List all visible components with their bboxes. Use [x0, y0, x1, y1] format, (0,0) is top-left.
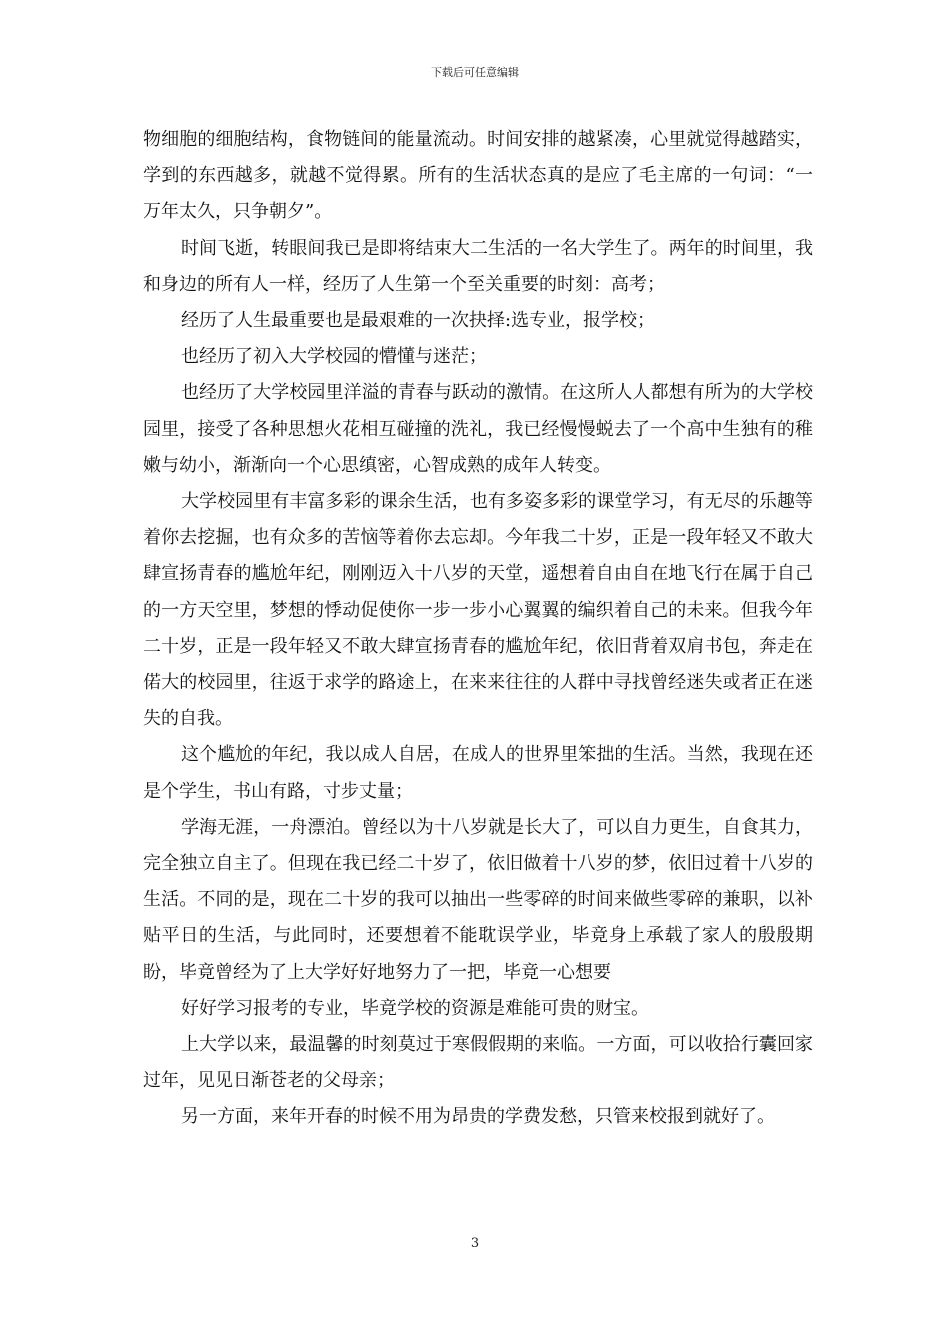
paragraph: 大学校园里有丰富多彩的课余生活，也有多姿多彩的课堂学习，有无尽的乐趣等着你去挖掘，也有众多的苦恼等着你去忘却。今年我二十岁，正是一段年轻又不敢大肆宣扬青春的尴尬年纪，刚刚迈入十八岁的天堂，遥想着自由自在地飞行在属于自己的一方天空里，梦想的悸动促使你一步一步小心翼翼的编织着自己的未来。但我今年二十岁，正是一段年轻又不敢大肆宣扬青春的尴尬年纪，依旧背着双肩书包，奔走在偌大的校园里，往返于求学的路途上，在来来往往的人群中寻找曾经迷失或者正在迷失的自我。 [143, 491, 813, 730]
paragraph: 另一方面，来年开春的时候不用为昂贵的学费发愁，只管来校报到就好了。 [181, 1106, 775, 1128]
paragraph: 上大学以来，最温馨的时刻莫过于寒假假期的来临。一方面，可以收拾行囊回家过年，见见日渐苍老的父母亲； [143, 1034, 813, 1092]
paragraph: 学海无涯，一舟漂泊。曾经以为十八岁就是长大了，可以自力更生，自食其力，完全独立自主了。但现在我已经二十岁了，依旧做着十八岁的梦，依旧过着十八岁的生活。不同的是，现在二十岁的我可以抽出一些零碎的时间来做些零碎的兼职，以补贴平日的生活，与此同时，还要想着不能耽误学业，毕竟身上承载了家人的殷殷期盼，毕竟曾经为了上大学好好地努力了一把，毕竟一心想要 [143, 816, 813, 983]
paragraph: 也经历了大学校园里洋溢的青春与跃动的激情。在这所人人都想有所为的大学校园里，接受了各种思想火花相互碰撞的洗礼，我已经慢慢蜕去了一个高中生独有的稚嫩与幼小，渐渐向一个心思缜密，心智成熟的成年人转变。 [143, 382, 813, 476]
paragraph: 这个尴尬的年纪，我以成人自居，在成人的世界里笨拙的生活。当然，我现在还是个学生，书山有路，寸步丈量； [143, 744, 813, 802]
paragraph: 也经历了初入大学校园的懵懂与迷茫； [181, 346, 487, 368]
paragraph: 好好学习报考的专业，毕竟学校的资源是难能可贵的财宝。 [181, 997, 649, 1019]
body-text [143, 122, 813, 1136]
paragraph: 时间飞逝，转眼间我已是即将结束大二生活的一名大学生了。两年的时间里，我和身边的所有人一样，经历了人生第一个至关重要的时刻：高考； [143, 237, 813, 295]
page-header: 下载后可任意编辑 [431, 66, 519, 79]
paragraph: 经历了人生最重要也是最艰难的一次抉择:选专业，报学校； [181, 310, 656, 332]
paragraph: 物细胞的细胞结构，食物链间的能量流动。时间安排的越紧凑，心里就觉得越踏实，学到的东西越多，就越不觉得累。所有的生活状态真的是应了毛主席的一句词：“一万年太久，只争朝夕”。 [143, 129, 813, 223]
page-number: 3 [470, 1236, 480, 1251]
